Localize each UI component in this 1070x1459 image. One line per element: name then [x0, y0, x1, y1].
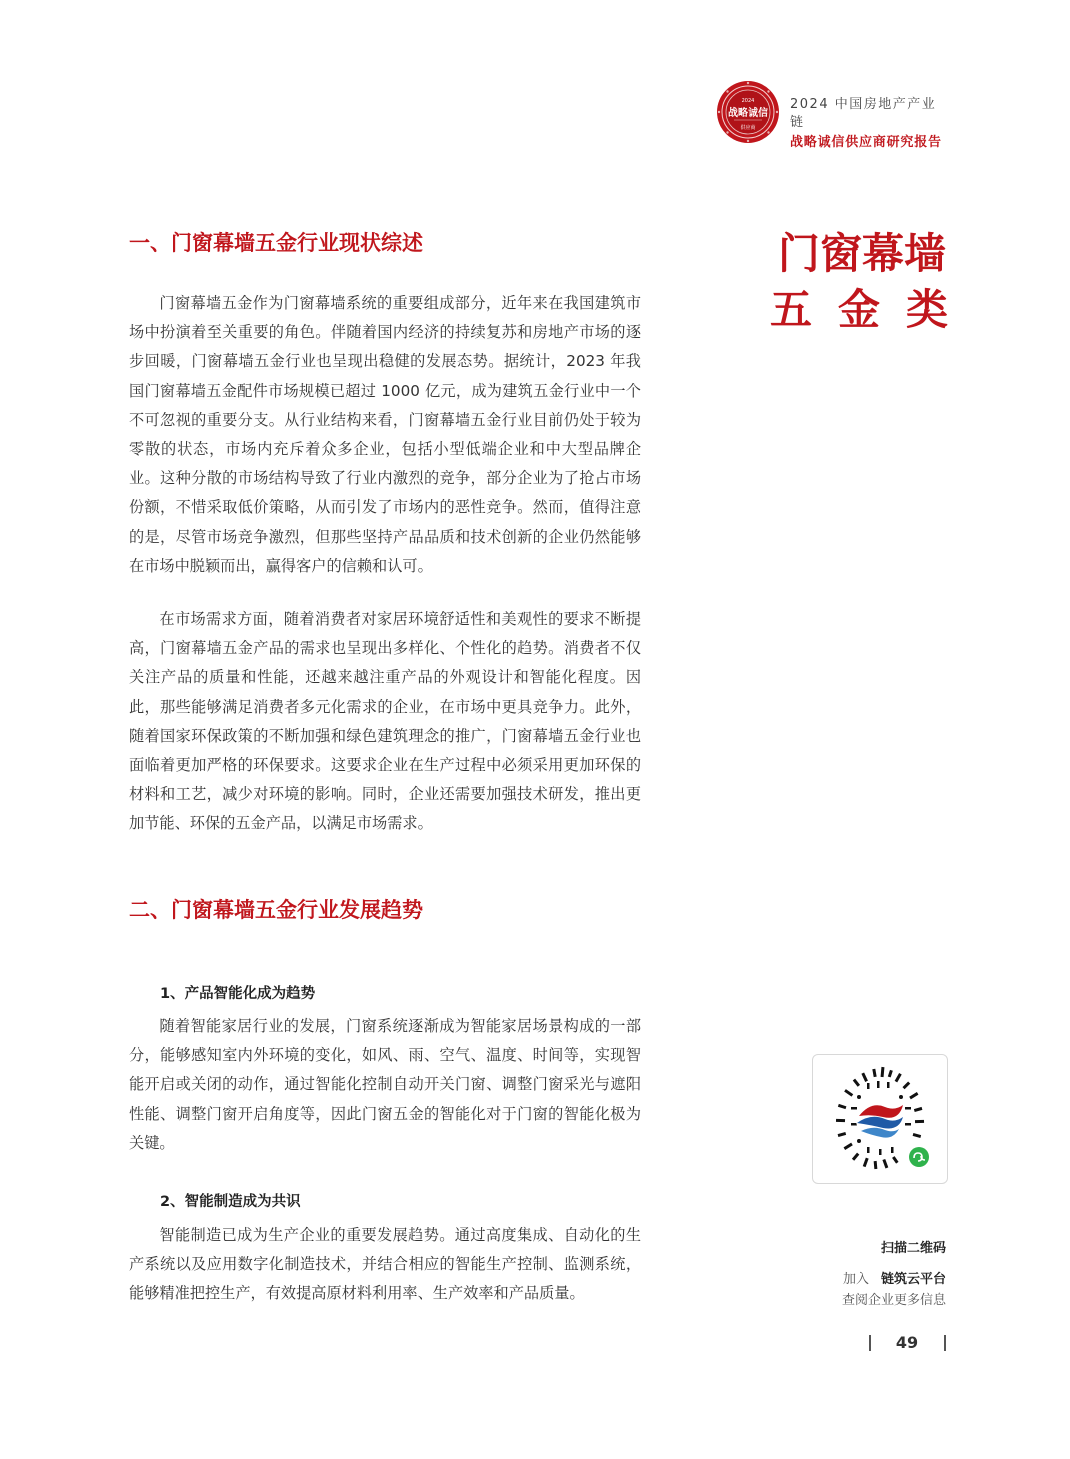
section2-heading: 二、门窗幕墙五金行业发展趋势: [129, 898, 423, 922]
report-header: [790, 96, 950, 152]
report-seal-logo: [716, 80, 780, 144]
subsection2-title: 2、智能制造成为共识: [160, 1194, 301, 1210]
svg-text:供应商: 供应商: [740, 125, 756, 131]
category-title: [770, 226, 975, 338]
qr-join-label: 加入: [842, 1272, 869, 1287]
qr-subtitle: 查阅企业更多信息: [841, 1293, 946, 1308]
category-title-line2: 五金类: [770, 285, 975, 334]
section1-paragraph1: 门窗幕墙五金作为门窗幕墙系统的重要组成部分，近年来在我国建筑市场中扮演着至关重要的角色。伴随着国内经济的持续复苏和房地产市场的逐步回暖，门窗幕墙五金行业也呈现出稳健的发展态势。据统计，2023 年我国门窗幕墙五金配件市场规模已超过 1000 亿元，成为建筑五金行业中一个不可忽视的重要分支。从行业结构来看，门窗幕墙五金行业目前仍处于较为零散的状态，市场内充斥着众多企业，包括小型低端企业和中大型品牌企业。这种分散的市场结构导致了行业内激烈的竞争，部分企业为了抢占市场份额，不惜采取低价策略，从而引发了市场内的恶性竞争。然而，值得注意的是，尽管市场竞争激烈，但那些坚持产品品质和技术创新的企业仍然能够在市场中脱颖而出，赢得客户的信赖和认可。: [129, 294, 641, 575]
page-number-divider-right: [944, 1335, 946, 1351]
qr-platform-name: 链筑云平台: [880, 1272, 946, 1287]
subsection2-text: 智能制造已成为生产企业的重要发展趋势。通过高度集成、自动化的生产系统以及应用数字化制造技术，并结合相应的智能生产控制、监测系统，能够精准把控生产，有效提高原材料利用率、生产效率和产品质量。: [129, 1226, 641, 1303]
subsection1-title: 1、产品智能化成为趋势: [160, 986, 316, 1002]
header-report-title: 战略诚信供应商研究报告: [790, 135, 942, 150]
mini-program-qr-code[interactable]: [812, 1054, 948, 1184]
page-number: 49: [895, 1333, 919, 1352]
section1-paragraph2: 在市场需求方面，随着消费者对家居环境舒适性和美观性的要求不断提高，门窗幕墙五金产品的需求也呈现出多样化、个性化的趋势。消费者不仅关注产品的质量和性能，还越来越注重产品的外观设计和智能化程度。因此，那些能够满足消费者多元化需求的企业，在市场中更具竞争力。此外，随着国家环保政策的不断加强和绿色建筑理念的推广，门窗幕墙五金行业也面临着更加严格的环保要求。这要求企业在生产过程中必须采用更加环保的材料和工艺，减少对环境的影响。同时，企业还需要加强技术研发，推出更加节能、环保的五金产品，以满足市场需求。: [129, 610, 641, 833]
seal-icon: [716, 80, 780, 144]
qr-scan-title: 扫描二维码: [880, 1241, 946, 1256]
header-report-series: 2024 中国房地产产业链: [790, 97, 937, 130]
svg-text:战略诚信: 战略诚信: [728, 108, 768, 119]
svg-text:2024: 2024: [741, 98, 755, 104]
section1-heading: 一、门窗幕墙五金行业现状综述: [129, 231, 423, 255]
page-number-divider-left: [869, 1335, 871, 1351]
category-title-line1: 门窗幕墙: [777, 229, 946, 278]
subsection1-text: 随着智能家居行业的发展，门窗系统逐渐成为智能家居场景构成的一部分，能够感知室内外环境的变化，如风、雨、空气、温度、时间等，实现智能开启或关闭的动作，通过智能化控制自动开关门窗、调整门窗采光与遮阳性能、调整门窗开启角度等，因此门窗五金的智能化对于门窗的智能化极为关键。: [129, 1017, 641, 1152]
qr-code-icon: [821, 1061, 939, 1177]
qr-join-line: [820, 1268, 946, 1287]
